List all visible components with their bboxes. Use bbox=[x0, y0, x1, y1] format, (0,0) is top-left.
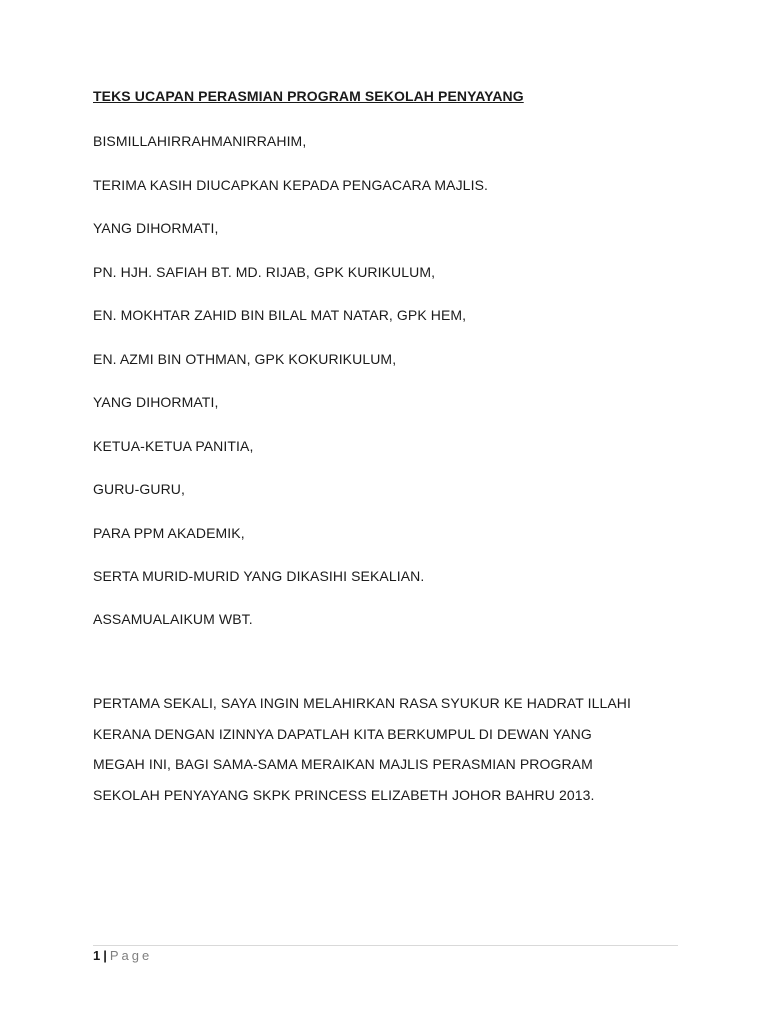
opening-paragraph bbox=[93, 693, 683, 815]
page-number: 1 bbox=[93, 948, 101, 963]
line-yang-dihormati-1: YANG DIHORMATI, bbox=[93, 220, 219, 236]
line-gpk-kokurikulum: EN. AZMI BIN OTHMAN, GPK KOKURIKULUM, bbox=[93, 351, 397, 367]
paragraph-line: PERTAMA SEKALI, SAYA INGIN MELAHIRKAN RASA SYUKUR KE HADRAT ILLAHI bbox=[93, 695, 631, 711]
line-murid-murid: SERTA MURID-MURID YANG DIKASIHI SEKALIAN. bbox=[93, 568, 425, 584]
page-footer bbox=[93, 948, 152, 963]
line-yang-dihormati-2: YANG DIHORMATI, bbox=[93, 394, 219, 410]
line-ppm-akademik: PARA PPM AKADEMIK, bbox=[93, 525, 245, 541]
footer-separator: | bbox=[103, 948, 107, 963]
footer-divider bbox=[93, 945, 678, 946]
line-gpk-kurikulum: PN. HJH. SAFIAH BT. MD. RIJAB, GPK KURIKULUM, bbox=[93, 264, 436, 280]
paragraph-line: MEGAH INI, BAGI SAMA-SAMA MERAIKAN MAJLIS PERASMIAN PROGRAM bbox=[93, 756, 593, 772]
line-gpk-hem: EN. MOKHTAR ZAHID BIN BILAL MAT NATAR, GPK HEM, bbox=[93, 307, 467, 323]
line-thanks-emcee: TERIMA KASIH DIUCAPKAN KEPADA PENGACARA MAJLIS. bbox=[93, 177, 488, 193]
page-label: Page bbox=[109, 948, 153, 963]
paragraph-line: SEKOLAH PENYAYANG SKPK PRINCESS ELIZABETH JOHOR BAHRU 2013. bbox=[93, 786, 595, 803]
line-assalamualaikum: ASSAMUALAIKUM WBT. bbox=[93, 611, 253, 627]
line-salutation-bismillah: BISMILLAHIRRAHMANIRRAHIM, bbox=[93, 133, 307, 149]
paragraph-line: KERANA DENGAN IZINNYA DAPATLAH KITA BERKUMPUL DI DEWAN YANG bbox=[93, 725, 592, 742]
line-ketua-panitia: KETUA-KETUA PANITIA, bbox=[93, 438, 254, 454]
line-guru-guru: GURU-GURU, bbox=[93, 481, 185, 497]
document-title: TEKS UCAPAN PERASMIAN PROGRAM SEKOLAH PENYAYANG bbox=[93, 88, 524, 104]
